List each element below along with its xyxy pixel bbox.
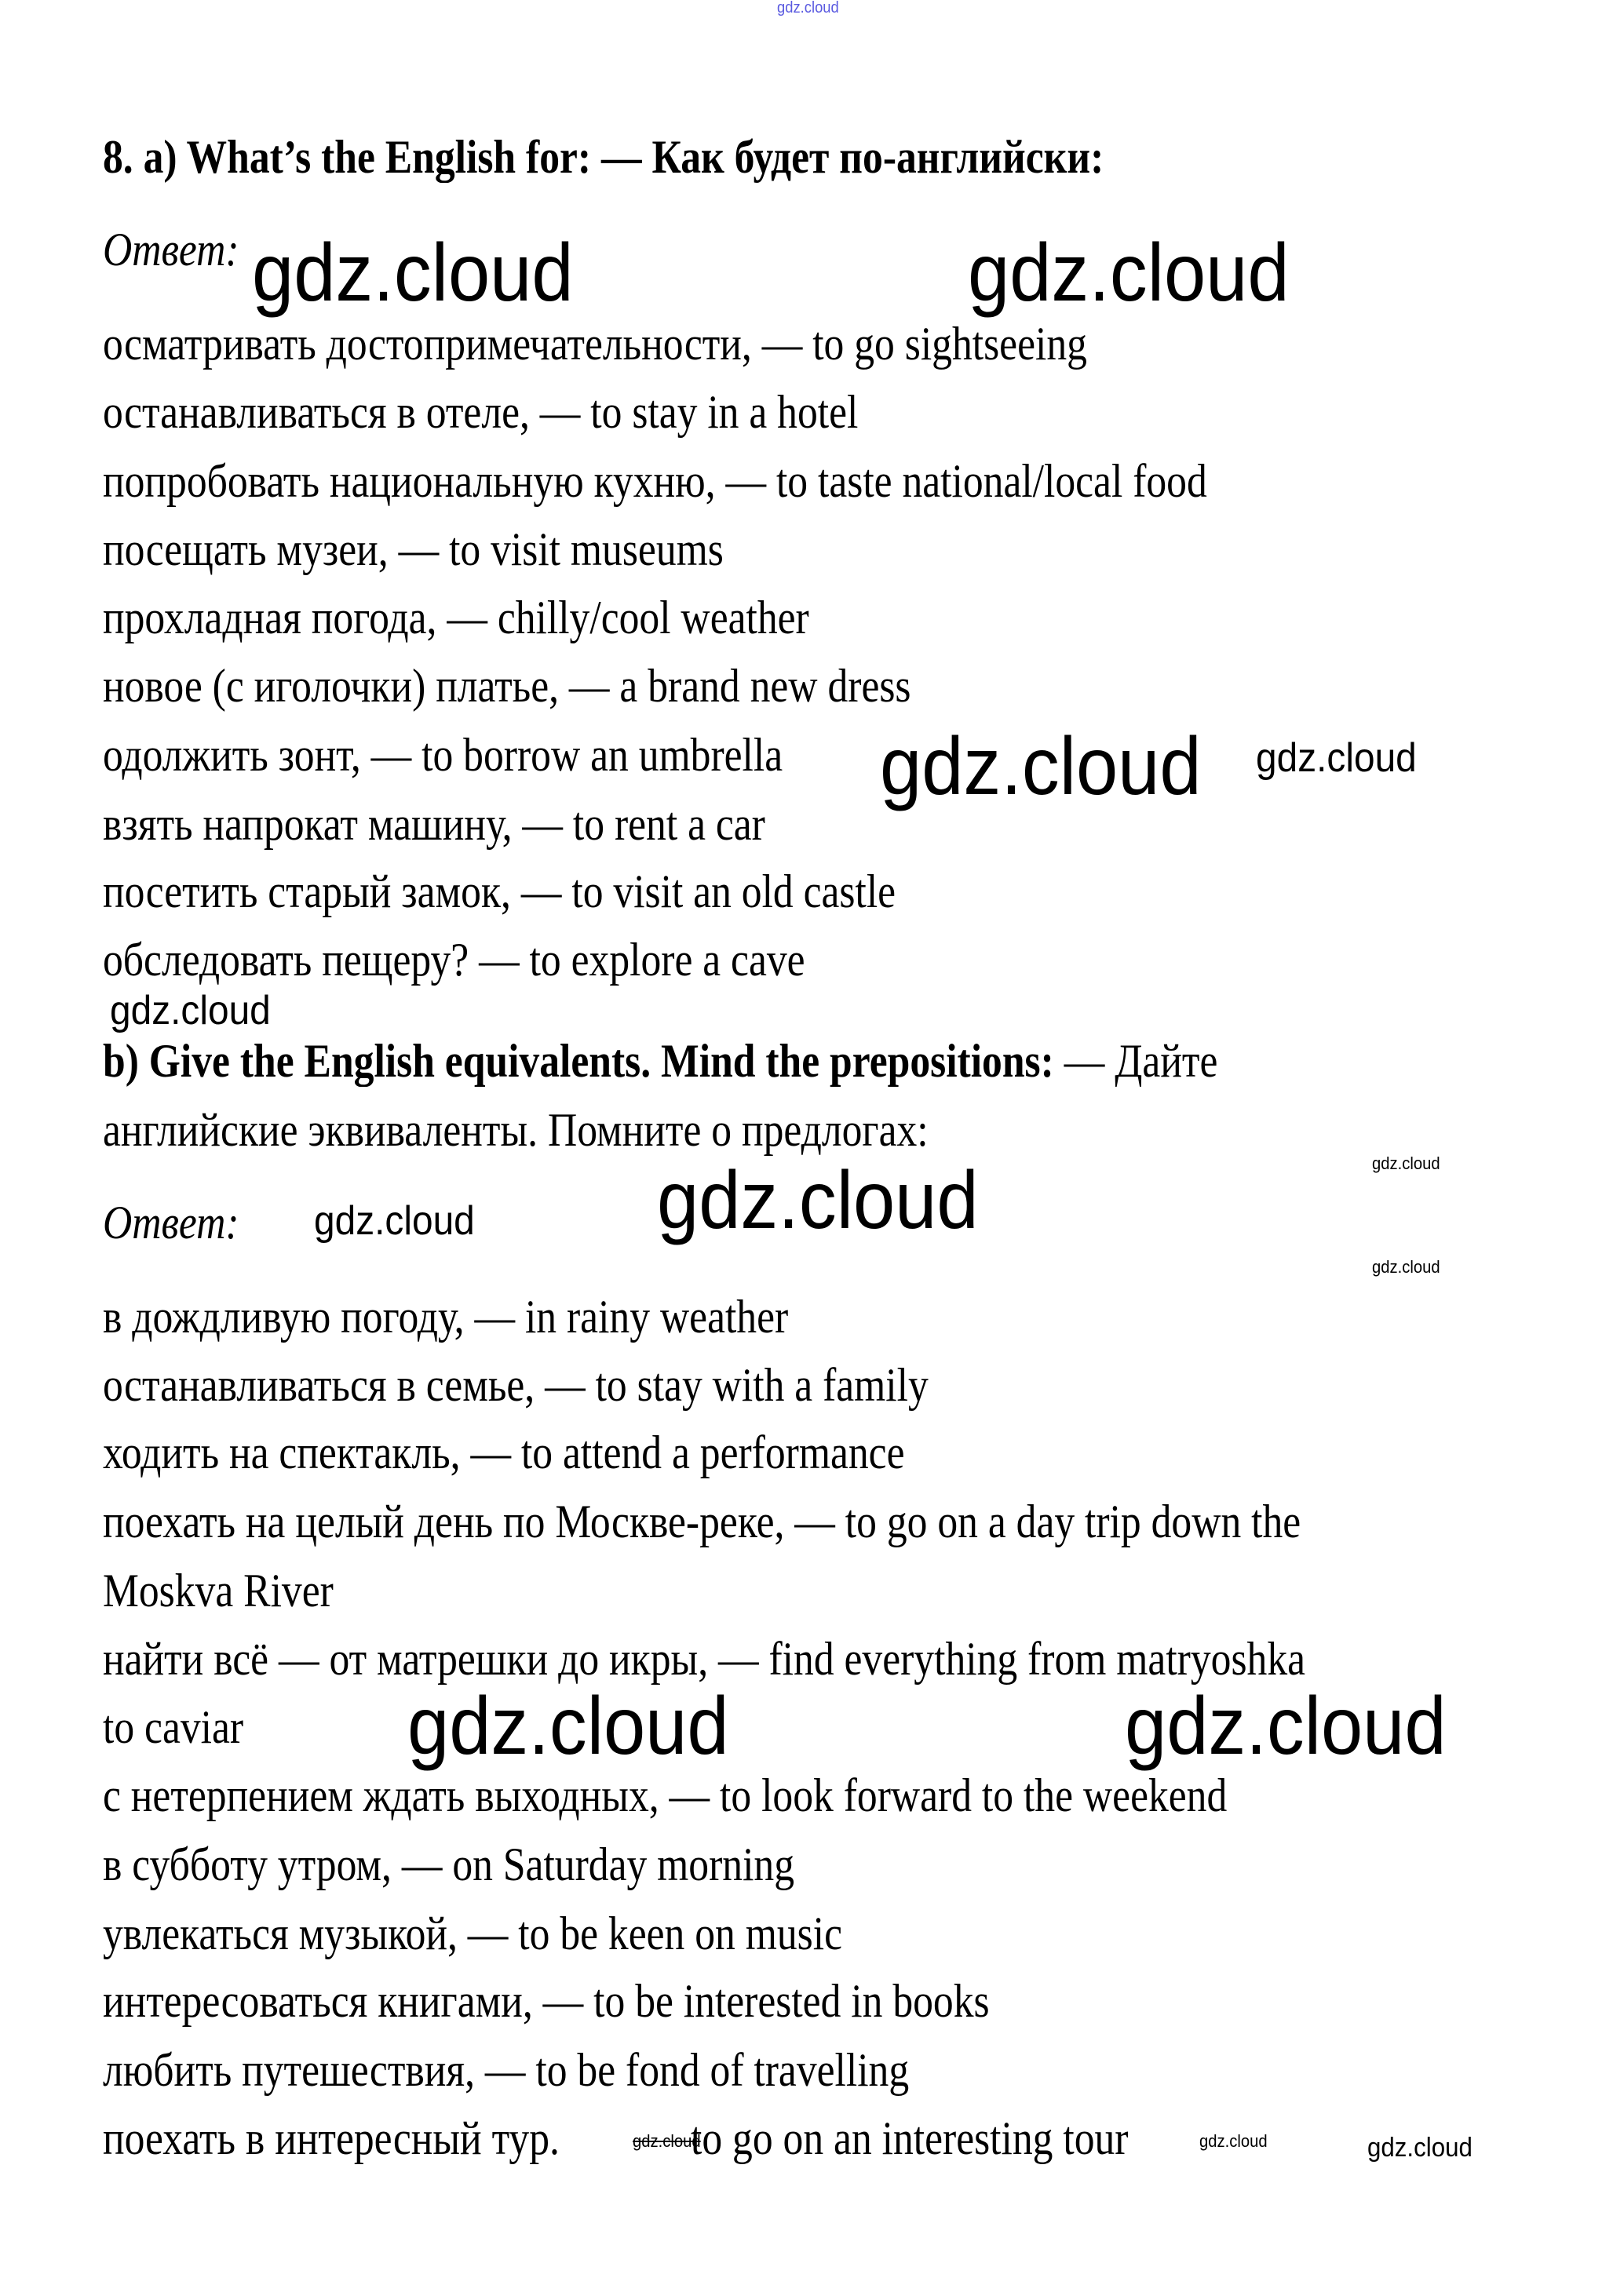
answer-line: одолжить зонт, — to borrow an umbrella	[103, 729, 783, 781]
task-b-title	[103, 1037, 1217, 1085]
answer-line: посетить старый замок, — to visit an old castle	[103, 866, 896, 917]
answer-label-b: Ответ:	[103, 1197, 239, 1248]
answer-line: посещать музеи, — to visit museums	[103, 523, 724, 575]
answer-line: поехать в интересный тур.	[103, 2112, 560, 2164]
watermark: gdz.cloud	[1199, 2131, 1268, 2151]
answer-line: новое (с иголочки) платье, — a brand new dress	[103, 660, 911, 712]
header-watermark: gdz.cloud	[777, 0, 839, 16]
watermark: gdz.cloud	[633, 2131, 701, 2151]
task-b-title-rest: — Дайте	[1053, 1035, 1218, 1087]
watermark: gdz.cloud	[1372, 1257, 1440, 1277]
answer-line: в субботу утром, — on Saturday morning	[103, 1839, 795, 1890]
answer-line: с нетерпением ждать выходных, — to look forward to the weekend	[103, 1769, 1228, 1821]
watermark: gdz.cloud	[1367, 2133, 1473, 2163]
watermark: gdz.cloud	[1372, 1153, 1440, 1173]
watermark: gdz.cloud	[407, 1681, 729, 1772]
watermark: gdz.cloud	[1256, 735, 1417, 781]
answer-line: попробовать национальную кухню, — to taste national/local food	[103, 455, 1207, 507]
watermark: gdz.cloud	[968, 228, 1290, 319]
answer-line: Moskva River	[103, 1565, 334, 1616]
watermark: gdz.cloud	[314, 1198, 475, 1244]
task-a-title: 8. a) What’s the English for: — Как будет по-английски:	[103, 131, 1104, 183]
watermark: gdz.cloud	[1125, 1681, 1447, 1772]
answer-label-a: Ответ:	[103, 224, 239, 275]
watermark: gdz.cloud	[252, 228, 574, 319]
answer-line: останавливаться в отеле, — to stay in a hotel	[103, 386, 859, 438]
watermark: gdz.cloud	[657, 1155, 979, 1246]
watermark: gdz.cloud	[110, 988, 271, 1033]
answer-line: ходить на спектакль, — to attend a performance	[103, 1427, 905, 1478]
answer-line: обследовать пещеру? — to explore a cave	[103, 934, 805, 986]
task-b-title-line2: английские эквиваленты. Помните о предлогах:	[103, 1104, 929, 1156]
task-b-title-bold: b) Give the English equivalents. Mind the prepositions:	[103, 1035, 1054, 1087]
answer-line: интересоваться книгами, — to be interested in books	[103, 1975, 990, 2027]
answer-line: найти всё — от матрешки до икры, — find everything from matryoshka	[103, 1633, 1306, 1685]
answer-line: поехать на целый день по Москве-реке, — to go on a day trip down the	[103, 1496, 1301, 1547]
answer-line: прохладная погода, — chilly/cool weather	[103, 592, 809, 643]
answer-line: осматривать достопримечательности, — to go sightseeing	[103, 318, 1087, 370]
answer-line: to caviar	[103, 1701, 244, 1753]
answer-line: останавливаться в семье, — to stay with a family	[103, 1359, 929, 1411]
answer-line: любить путешествия, — to be fond of travelling	[103, 2044, 910, 2096]
watermark: gdz.cloud	[880, 721, 1202, 812]
answer-line: to go on an interesting tour	[691, 2112, 1129, 2164]
answer-line: в дождливую погоду, — in rainy weather	[103, 1291, 789, 1343]
answer-line: увлекаться музыкой, — to be keen on music	[103, 1908, 842, 1959]
answer-line: взять напрокат машину, — to rent a car	[103, 798, 765, 850]
